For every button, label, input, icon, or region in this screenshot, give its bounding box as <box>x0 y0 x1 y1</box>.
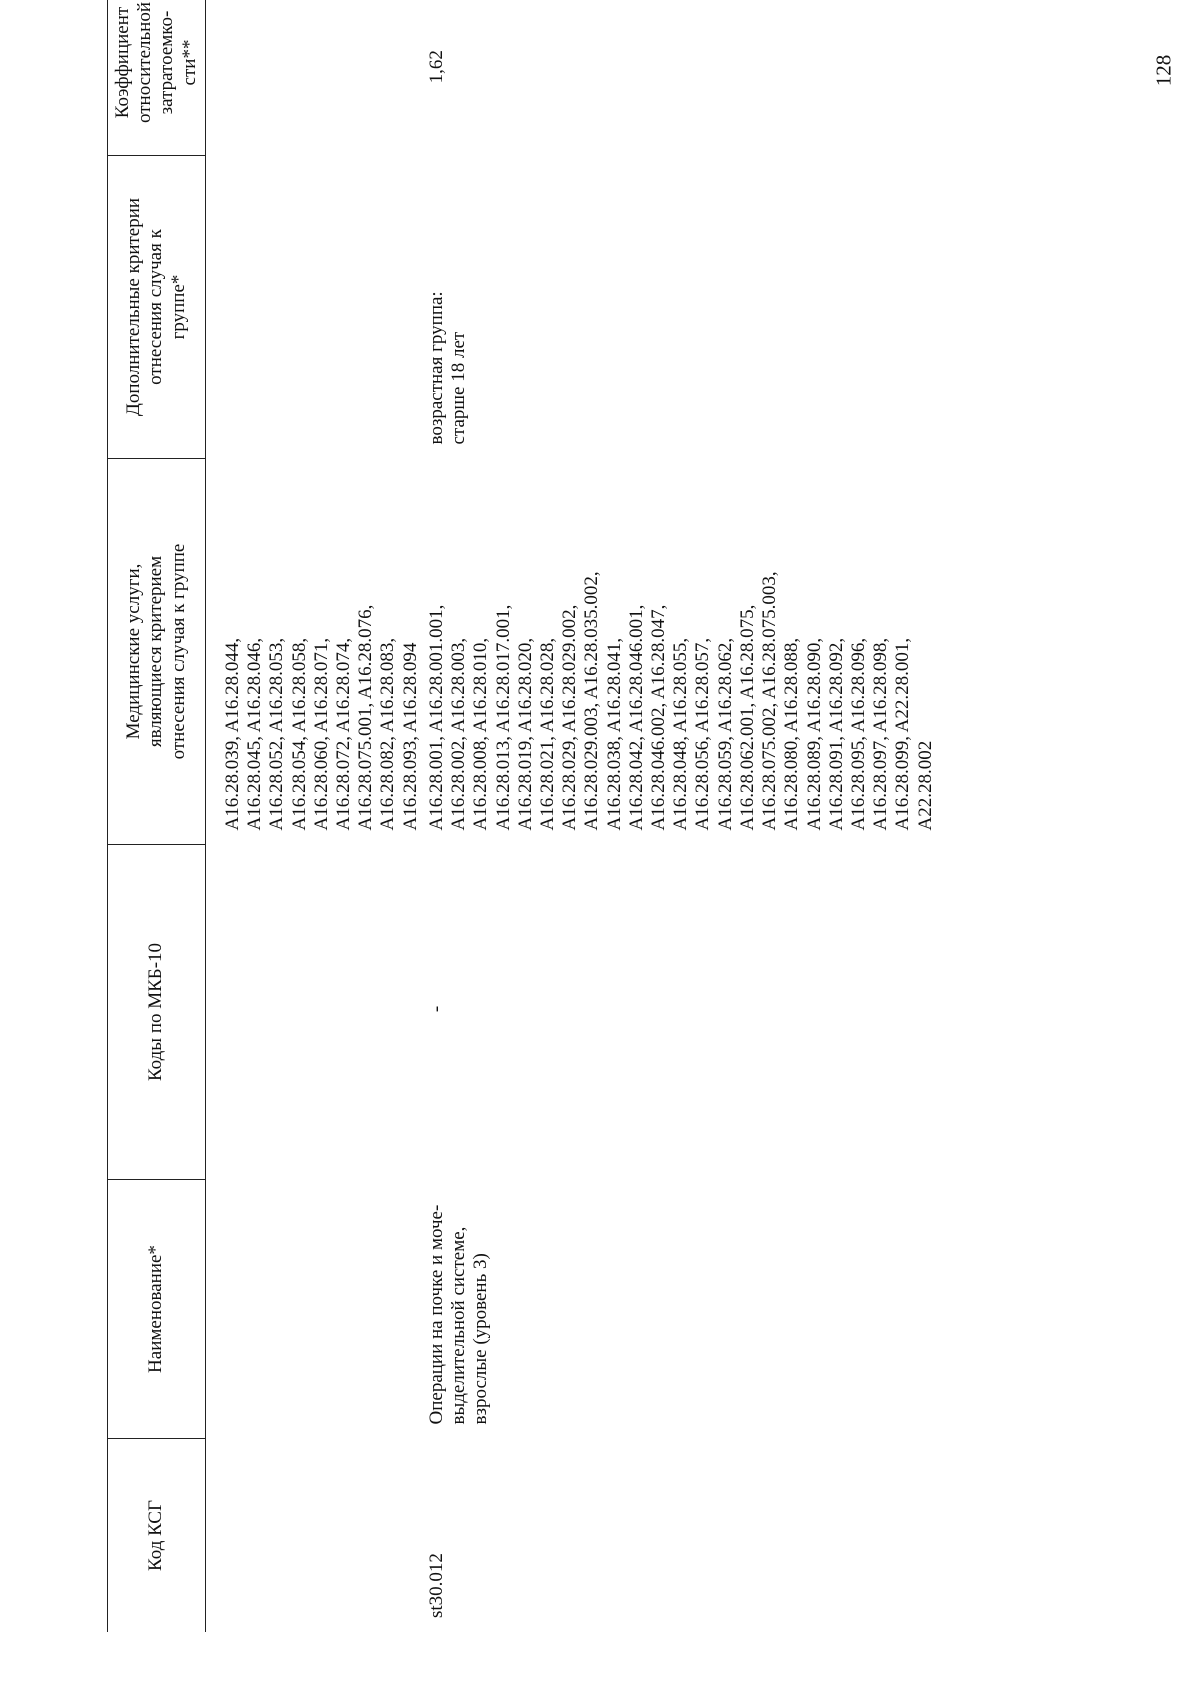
cell-extra-criteria: возрастная группа: старше 18 лет <box>425 291 470 445</box>
header-name: Наименование* <box>108 1180 206 1439</box>
cell-empty <box>205 1180 425 1439</box>
header-icd-codes: Коды по МКБ-10 <box>108 845 206 1180</box>
ksg-table <box>107 0 941 1632</box>
cell-services-continuation: A16.28.039, A16.28.044, A16.28.045, A16.28.046, A16.28.052, A16.28.053, A16.28.054, A16.28.058, A16.28.060, A16.28.071, A16.28.072, A16.28.074, A16.28.075.001, A16.28.076, A16.28.082, A16.28.083, A16.28.093, A16.28.094 <box>221 604 421 831</box>
cell-ksg-code: st30.012 <box>425 1553 447 1618</box>
cell-coefficient: 1,62 <box>425 50 447 84</box>
table-row <box>426 0 941 1632</box>
page-number: 128 <box>1151 54 1176 87</box>
header-ksg-code: Код КСГ <box>108 1439 206 1633</box>
cell-empty <box>205 156 425 459</box>
table-header-row <box>108 0 206 1632</box>
cell-empty <box>205 1439 425 1633</box>
cell-name: Операции на почке и моче- выделительной системе, взрослые (уровень 3) <box>425 1204 492 1425</box>
header-coefficient: Коэффициент относительной затратоемко- сти** <box>108 0 206 156</box>
header-extra-criteria: Дополнительные критерии отнесения случая к группе* <box>108 156 206 459</box>
cell-empty <box>205 0 425 156</box>
cell-empty <box>205 845 425 1180</box>
header-services: Медицинские услуги, являющиеся критерием отнесения случая к группе <box>108 459 206 845</box>
rotated-table-container <box>107 2 1127 1632</box>
cell-services: A16.28.001, A16.28.001.001, A16.28.002, A16.28.003, A16.28.008, A16.28.010, A16.28.013, A16.28.017.001, A16.28.019, A16.28.020, A16.28.021, A16.28.028, A16.28.029, A16.28.029.002, A16.28.029.003, A16.28.035.002, A16.28.038, A16.28.041, A16.28.042, A16.28.046.001, A16.28.046.002, A16.28.047, A16.28.048, A16.28.055, A16.28.056, A16.28.057, A16.28.059, A16.28.062, A16.28.062.001, A16.28.075, A16.28.075.002, A16.28.075.003, A16.28.080, A16.28.088, A16.28.089, A16.28.090, A16.28.091, A16.28.092, A16.28.095, A16.28.096, A16.28.097, A16.28.098, A16.28.099, A22.28.001, A22.28.002 <box>425 571 936 831</box>
table-row-continuation <box>205 0 425 1632</box>
cell-icd-codes: - <box>425 1005 447 1013</box>
